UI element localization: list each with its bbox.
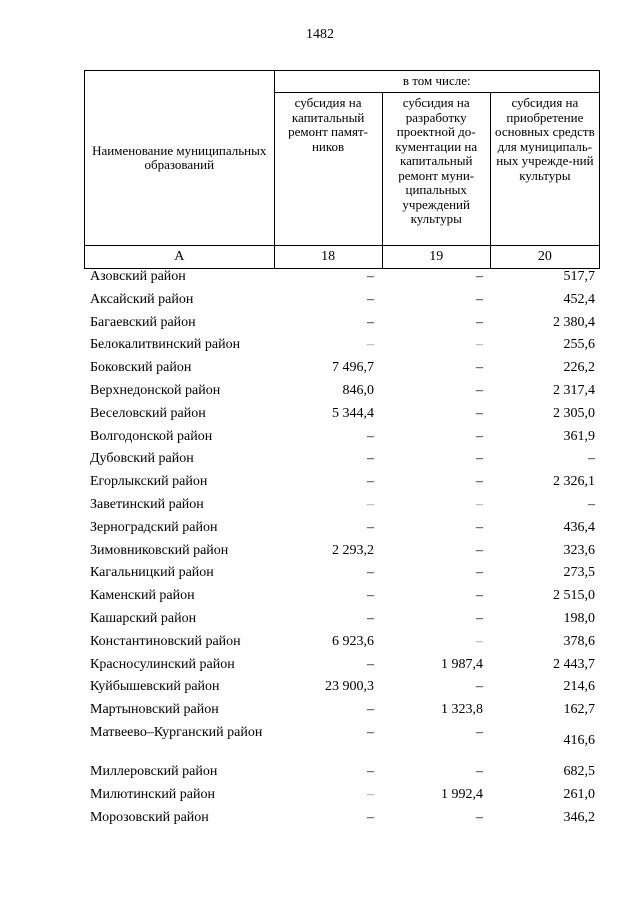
value-col-19: –: [476, 610, 483, 626]
table-row: [84, 448, 600, 471]
value-col-18: 7 496,7: [332, 360, 374, 376]
header-name-column: Наименование муниципальных образований: [85, 71, 275, 246]
municipality-name: Матвеево–Курганский район: [90, 724, 263, 740]
value-col-20: 226,2: [563, 360, 595, 376]
value-col-18: –: [367, 291, 374, 307]
municipality-name: Егорлыкский район: [90, 474, 208, 490]
value-col-20: 2 317,4: [553, 382, 595, 398]
municipality-name: Милютинский район: [90, 786, 216, 802]
municipality-name: Аксайский район: [90, 291, 194, 307]
table-row: [84, 699, 600, 722]
value-col-18: –: [367, 809, 374, 825]
value-col-20: 2 380,4: [553, 314, 595, 330]
table-row: [84, 403, 600, 426]
table-row: [84, 334, 600, 357]
table-row: [84, 608, 600, 631]
municipality-name: Зимовниковский район: [90, 542, 229, 558]
table-row: [84, 562, 600, 585]
table-header: [84, 70, 600, 269]
table-row: [84, 540, 600, 563]
value-col-19: –: [476, 724, 483, 740]
table-row: [84, 631, 600, 654]
value-col-20: 416,6: [563, 732, 595, 748]
table-row: [84, 784, 600, 807]
value-col-18: –: [367, 519, 374, 535]
value-col-19: –: [476, 565, 483, 581]
value-col-20: 198,0: [563, 610, 595, 626]
table-row: [84, 357, 600, 380]
table-body: [84, 266, 600, 829]
value-col-19: –: [476, 314, 483, 330]
value-col-19: 1 992,4: [441, 786, 483, 802]
value-col-18: –: [367, 588, 374, 604]
municipality-name: Боковский район: [90, 360, 192, 376]
col-number-19: 19: [382, 246, 490, 269]
value-col-20: 273,5: [563, 565, 595, 581]
value-col-19: –: [476, 360, 483, 376]
value-col-19: –: [476, 633, 483, 649]
municipality-name: Белокалитвинский район: [90, 337, 241, 353]
header-including: в том числе:: [274, 71, 599, 93]
col-number-18: 18: [274, 246, 382, 269]
table-row: [84, 426, 600, 449]
municipality-name: Красносулинский район: [90, 656, 235, 672]
value-col-19: –: [476, 405, 483, 421]
value-col-20: 346,2: [563, 809, 595, 825]
col-number-a: А: [85, 246, 275, 269]
table-row: [84, 761, 600, 784]
value-col-20: 261,0: [563, 786, 595, 802]
value-col-18: –: [367, 763, 374, 779]
municipality-name: Азовский район: [90, 269, 186, 284]
header-column-19: субсидия на разработку проектной до-кументации на капитальный ремонт муни-ципальных учреждений культуры: [382, 93, 490, 246]
value-col-19: –: [476, 763, 483, 779]
value-col-20: 2 443,7: [553, 656, 595, 672]
municipality-name: Кашарский район: [90, 610, 197, 626]
value-col-18: 846,0: [342, 382, 374, 398]
value-col-20: –: [588, 451, 595, 467]
municipality-name: Куйбышевский район: [90, 679, 220, 695]
table-row: [84, 266, 600, 289]
table-row: [84, 517, 600, 540]
municipality-name: Волгодонской район: [90, 428, 213, 444]
value-col-19: –: [476, 588, 483, 604]
value-col-20: 323,6: [563, 542, 595, 558]
municipality-name: Каменский район: [90, 588, 195, 604]
value-col-19: –: [476, 451, 483, 467]
municipality-name: Константиновский район: [90, 633, 241, 649]
table-row: [84, 312, 600, 335]
value-col-19: –: [476, 474, 483, 490]
municipality-name: Дубовский район: [90, 451, 194, 467]
value-col-20: 517,7: [563, 269, 595, 284]
value-col-20: –: [588, 496, 595, 512]
table-row: [84, 585, 600, 608]
table-row: [84, 380, 600, 403]
table-row: [84, 289, 600, 312]
value-col-19: –: [476, 809, 483, 825]
value-col-19: 1 323,8: [441, 702, 483, 718]
value-col-20: 162,7: [563, 702, 595, 718]
value-col-19: –: [476, 291, 483, 307]
value-col-18: –: [367, 269, 374, 284]
value-col-18: 6 923,6: [332, 633, 374, 649]
municipality-name: Заветинский район: [90, 496, 204, 512]
table-row: [84, 807, 600, 830]
value-col-19: –: [476, 679, 483, 695]
value-col-20: 2 305,0: [553, 405, 595, 421]
value-col-19: –: [476, 542, 483, 558]
value-col-20: 214,6: [563, 679, 595, 695]
value-col-18: –: [367, 337, 374, 353]
value-col-19: –: [476, 382, 483, 398]
value-col-20: 361,9: [563, 428, 595, 444]
header-column-20: субсидия на приобретение основных средств для муниципаль-ных учрежде-ний культуры: [490, 93, 599, 246]
value-col-19: –: [476, 519, 483, 535]
municipality-name: Зерноградский район: [90, 519, 218, 535]
table-row: [84, 676, 600, 699]
header-column-18: субсидия на капитальный ремонт памят-ников: [274, 93, 382, 246]
value-col-18: –: [367, 314, 374, 330]
municipality-name: Веселовский район: [90, 405, 206, 421]
value-col-20: 2 326,1: [553, 474, 595, 490]
value-col-18: 2 293,2: [332, 542, 374, 558]
value-col-20: 452,4: [563, 291, 595, 307]
value-col-19: –: [476, 428, 483, 444]
col-number-20: 20: [490, 246, 599, 269]
municipality-name: Кагальницкий район: [90, 565, 214, 581]
value-col-20: 436,4: [563, 519, 595, 535]
municipality-name: Миллеровский район: [90, 763, 218, 779]
table-row: [84, 494, 600, 517]
municipality-name: Мартыновский район: [90, 702, 219, 718]
value-col-19: –: [476, 496, 483, 512]
value-col-18: –: [367, 702, 374, 718]
municipality-name: Морозовский район: [90, 809, 209, 825]
value-col-19: –: [476, 269, 483, 284]
value-col-18: –: [367, 610, 374, 626]
value-col-20: 255,6: [563, 337, 595, 353]
table-row: [84, 654, 600, 677]
value-col-18: –: [367, 724, 374, 740]
page-number: 1482: [306, 27, 334, 42]
value-col-18: –: [367, 474, 374, 490]
value-col-19: –: [476, 337, 483, 353]
table-row: [84, 722, 600, 761]
value-col-18: –: [367, 428, 374, 444]
value-col-18: –: [367, 656, 374, 672]
value-col-18: –: [367, 565, 374, 581]
value-col-18: 23 900,3: [325, 679, 374, 695]
municipality-name: Верхнедонской район: [90, 382, 221, 398]
table-row: [84, 471, 600, 494]
value-col-19: 1 987,4: [441, 656, 483, 672]
municipality-name: Багаевский район: [90, 314, 196, 330]
value-col-18: –: [367, 786, 374, 802]
value-col-20: 2 515,0: [553, 588, 595, 604]
value-col-20: 378,6: [563, 633, 595, 649]
value-col-18: –: [367, 451, 374, 467]
value-col-18: –: [367, 496, 374, 512]
value-col-20: 682,5: [563, 763, 595, 779]
value-col-18: 5 344,4: [332, 405, 374, 421]
